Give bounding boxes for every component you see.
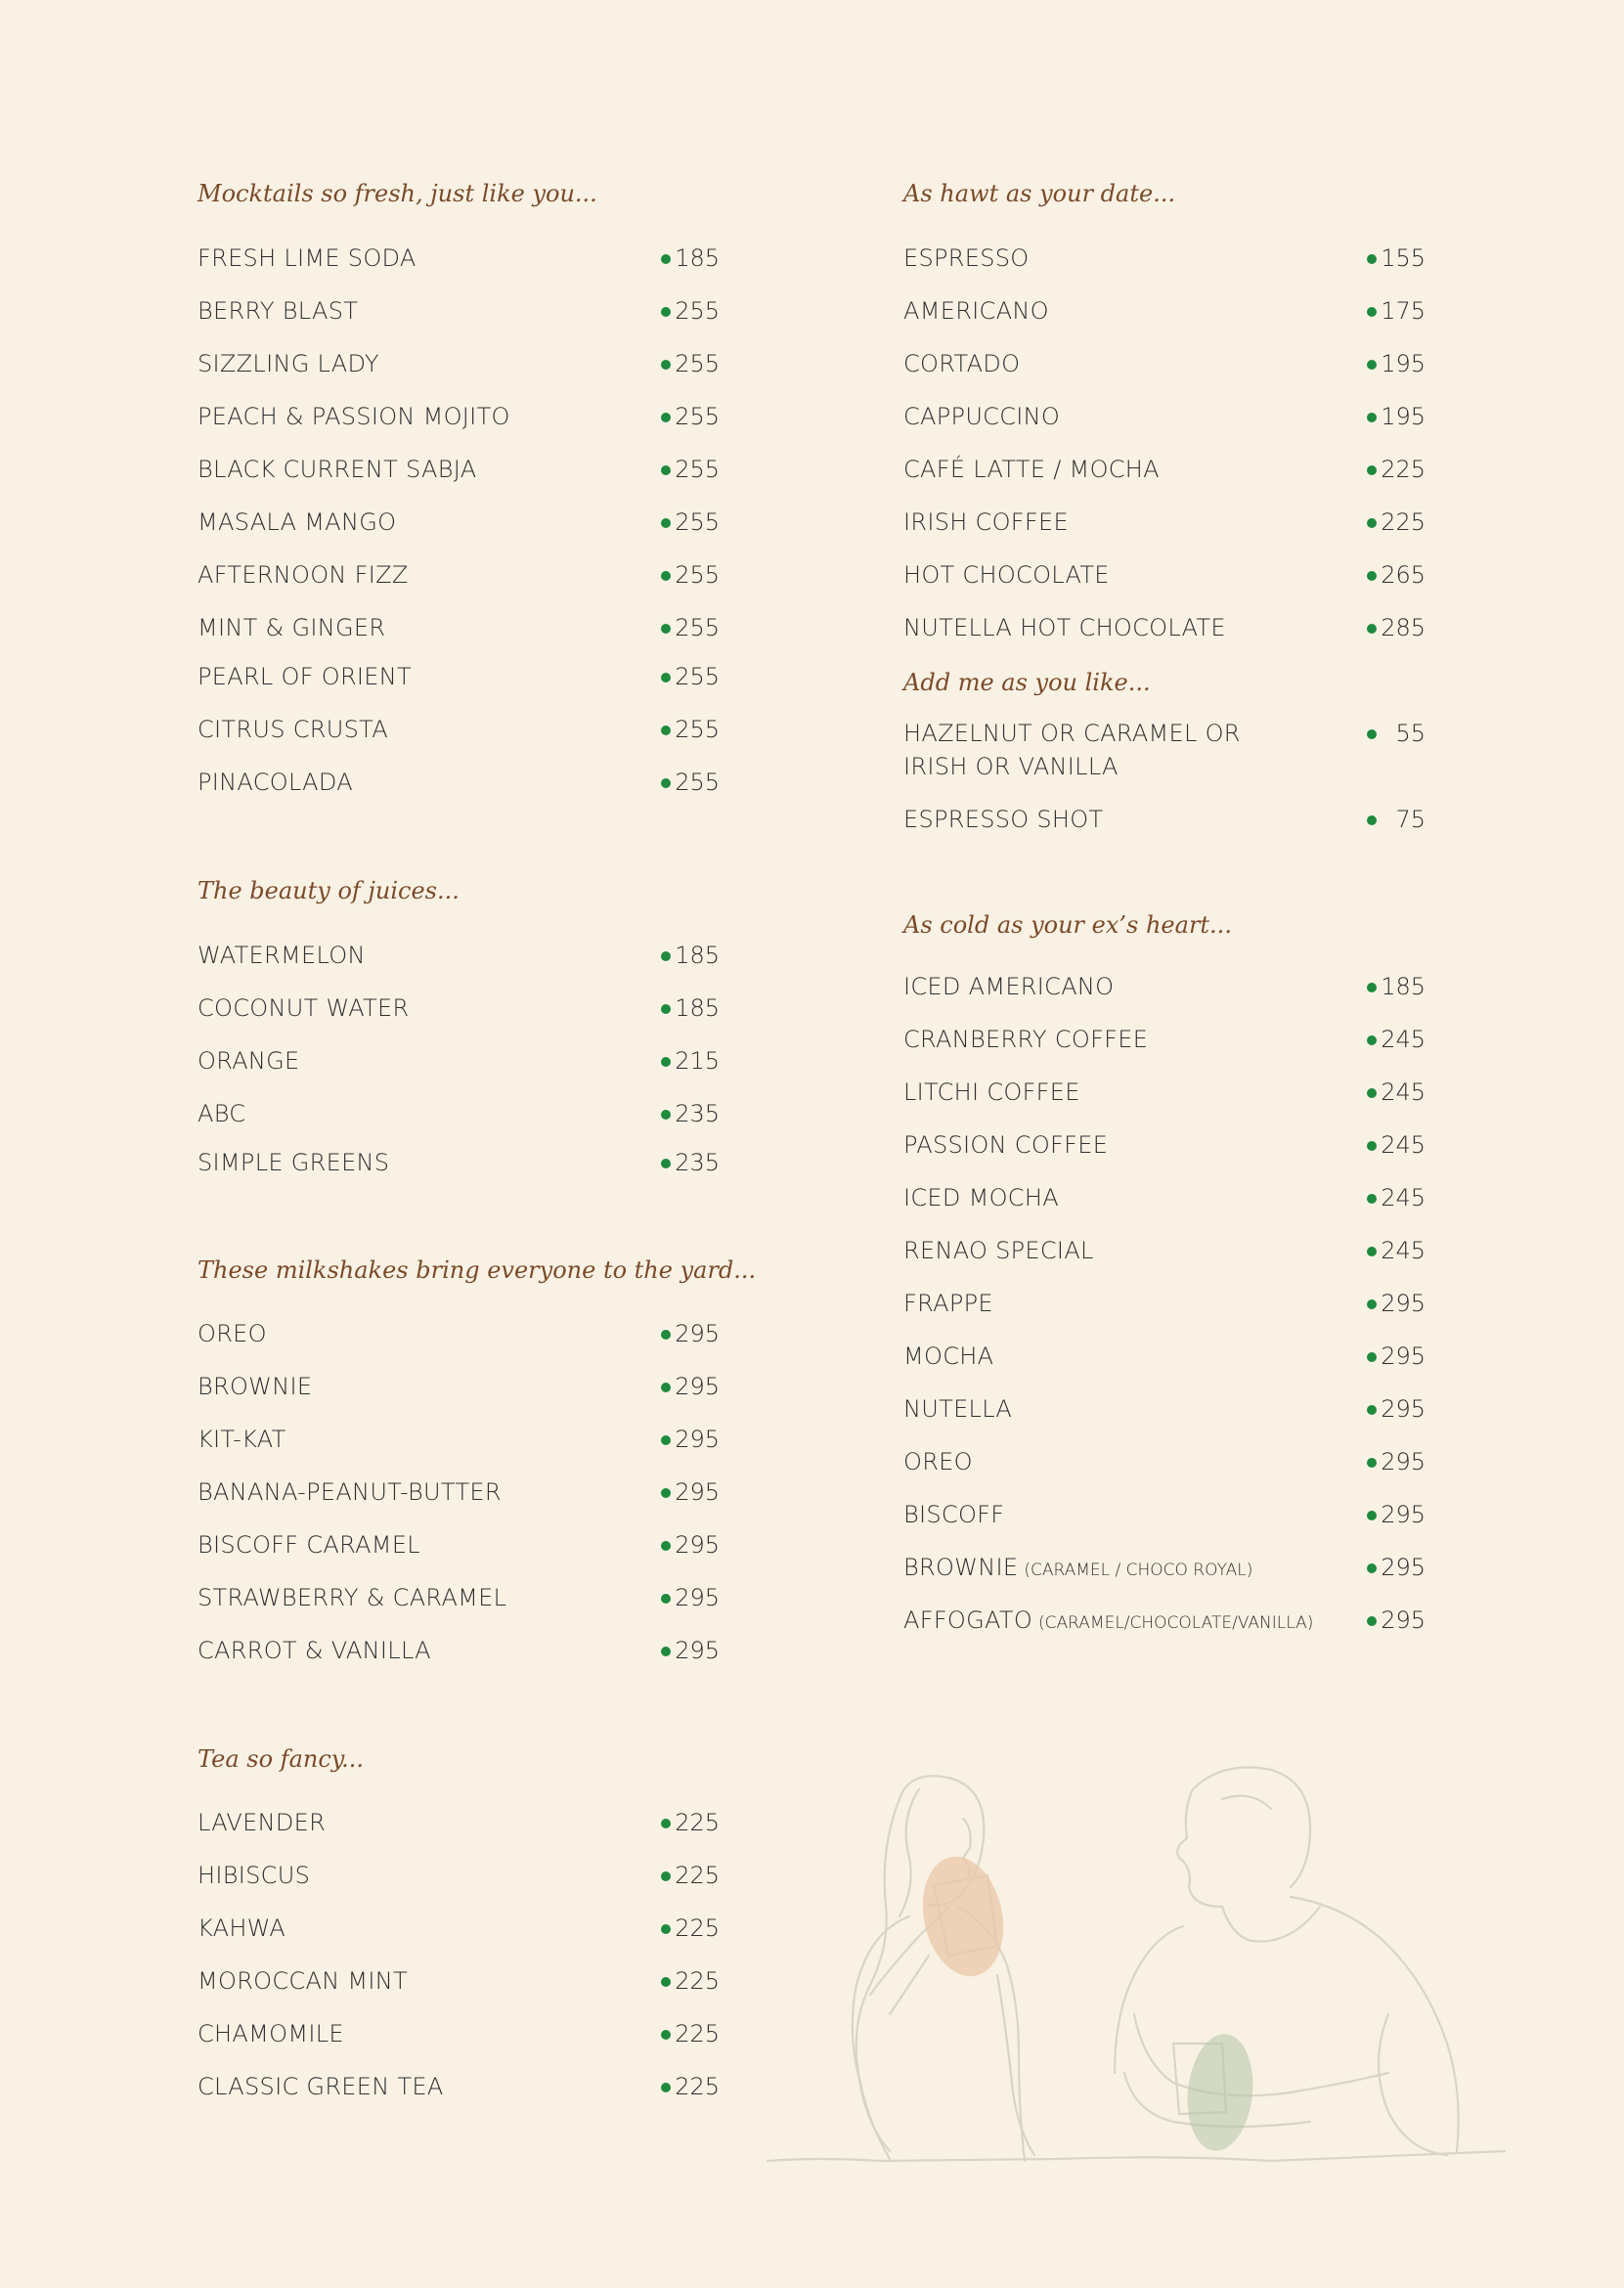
item-price: 195 — [1381, 350, 1426, 377]
item-name — [903, 1078, 1080, 1106]
bullet-dot-icon — [1367, 1511, 1377, 1520]
item-name-text: PASSION COFFEE — [903, 1131, 1109, 1159]
item-price: 235 — [675, 1149, 720, 1176]
item-price: 255 — [675, 297, 720, 325]
menu-item — [903, 297, 1426, 336]
item-name-line2: IRISH OR VANILLA — [903, 753, 1119, 780]
menu-item — [903, 561, 1426, 600]
bullet-dot-icon — [661, 1383, 671, 1392]
item-name — [198, 769, 353, 796]
bullet-dot-icon — [1367, 1563, 1377, 1573]
item-price: 245 — [1381, 1026, 1426, 1053]
item-name-text: FRAPPE — [903, 1290, 993, 1317]
item-name-text: NUTELLA — [903, 1395, 1013, 1423]
item-price: 255 — [675, 614, 720, 641]
menu-item — [198, 456, 720, 495]
item-price: 255 — [675, 716, 720, 743]
section-title: The beauty of juices... — [198, 877, 460, 904]
item-name — [903, 403, 1060, 430]
item-price: 225 — [675, 1862, 720, 1889]
item-price: 245 — [1381, 1237, 1426, 1264]
bullet-dot-icon — [661, 465, 671, 475]
menu-item — [903, 806, 1426, 845]
item-price: 225 — [675, 1914, 720, 1942]
menu-item — [198, 769, 720, 808]
item-name — [903, 973, 1114, 1000]
bullet-dot-icon — [1367, 1458, 1377, 1468]
item-name — [198, 942, 366, 969]
menu-item — [903, 614, 1426, 653]
item-price: 225 — [675, 2073, 720, 2100]
item-name-text: BROWNIE — [198, 1373, 313, 1400]
item-name-text: AFTERNOON FIZZ — [198, 561, 409, 589]
item-price: 185 — [675, 994, 720, 1022]
bullet-dot-icon — [661, 360, 671, 370]
item-name — [903, 456, 1160, 483]
menu-item — [198, 994, 720, 1034]
menu-item — [198, 614, 720, 653]
item-name — [903, 1448, 973, 1475]
bullet-dot-icon — [1367, 413, 1377, 422]
item-price: 295 — [1381, 1501, 1426, 1528]
menu-item — [903, 720, 1426, 780]
item-name — [198, 244, 417, 272]
bullet-dot-icon — [1367, 1405, 1377, 1415]
item-name — [198, 1320, 267, 1347]
bullet-dot-icon — [1367, 254, 1377, 264]
item-price: 295 — [675, 1320, 720, 1347]
item-name — [903, 1026, 1148, 1053]
item-name-text: CAFÉ LATTE / MOCHA — [903, 456, 1160, 483]
item-price: 285 — [1381, 614, 1426, 641]
menu-item — [198, 663, 720, 702]
item-price: 225 — [675, 2020, 720, 2047]
menu-item — [198, 561, 720, 600]
menu-item — [198, 1531, 720, 1570]
section-title: As hawt as your date... — [903, 180, 1176, 207]
bullet-dot-icon — [1367, 815, 1377, 825]
item-name — [198, 456, 476, 483]
item-name-text: HAZELNUT OR CARAMEL OR — [903, 720, 1241, 747]
item-name — [903, 1131, 1108, 1159]
item-name-text: CITRUS CRUSTA — [198, 716, 388, 743]
menu-item — [903, 1501, 1426, 1540]
bullet-dot-icon — [661, 726, 671, 735]
item-name — [198, 2020, 344, 2047]
item-name — [198, 663, 412, 690]
bullet-dot-icon — [661, 254, 671, 264]
item-price: 225 — [1381, 508, 1426, 536]
menu-item — [903, 1395, 1426, 1434]
item-name — [198, 297, 358, 325]
item-price: 295 — [1381, 1554, 1426, 1581]
menu-item — [903, 244, 1426, 284]
item-name — [903, 350, 1020, 377]
bullet-dot-icon — [1367, 983, 1377, 992]
bullet-dot-icon — [661, 1330, 671, 1340]
item-name — [903, 1184, 1059, 1211]
menu-item — [198, 942, 720, 981]
bullet-dot-icon — [661, 307, 671, 317]
menu-item — [198, 2073, 720, 2112]
item-name-text: ESPRESSO SHOT — [903, 806, 1104, 833]
menu-item — [198, 1426, 720, 1465]
item-name-text: NUTELLA HOT CHOCOLATE — [903, 614, 1226, 641]
item-price: 295 — [675, 1373, 720, 1400]
menu-item — [903, 403, 1426, 442]
item-name — [903, 1290, 993, 1317]
menu-item — [903, 1448, 1426, 1487]
item-name — [198, 1967, 408, 1995]
menu-item — [198, 1100, 720, 1139]
menu-item — [198, 716, 720, 755]
item-name — [198, 350, 379, 377]
item-price: 265 — [1381, 561, 1426, 589]
item-name-text: MASALA MANGO — [198, 508, 397, 536]
bullet-dot-icon — [661, 951, 671, 961]
item-name — [903, 1606, 1313, 1634]
item-name — [903, 508, 1069, 536]
menu-item — [198, 1637, 720, 1676]
menu-item — [198, 1967, 720, 2006]
menu-item — [198, 1584, 720, 1623]
item-name — [198, 1373, 312, 1400]
menu-item — [903, 973, 1426, 1012]
item-name — [198, 403, 510, 430]
item-price: 255 — [675, 769, 720, 796]
item-name-text: CAPPUCCINO — [903, 403, 1061, 430]
item-name — [198, 1809, 326, 1836]
bullet-dot-icon — [661, 1871, 671, 1881]
item-name — [198, 1862, 310, 1889]
item-name — [903, 806, 1103, 833]
menu-item — [903, 1342, 1426, 1382]
menu-item — [198, 403, 720, 442]
bullet-dot-icon — [1367, 1616, 1377, 1626]
item-price: 255 — [675, 561, 720, 589]
item-name — [903, 1342, 993, 1370]
item-name — [198, 1426, 286, 1453]
item-name-text: CRANBERRY COFFEE — [903, 1026, 1149, 1053]
item-price: 175 — [1381, 297, 1426, 325]
item-name-text: OREO — [903, 1448, 973, 1475]
item-name — [903, 1554, 1252, 1581]
item-name-text: BERRY BLAST — [198, 297, 359, 325]
bullet-dot-icon — [1367, 1035, 1377, 1045]
item-price: 215 — [675, 1047, 720, 1075]
item-name — [198, 994, 409, 1022]
item-name — [903, 1501, 1004, 1528]
menu-item — [903, 350, 1426, 389]
bullet-dot-icon — [661, 1159, 671, 1168]
item-price: 255 — [675, 508, 720, 536]
bullet-dot-icon — [661, 1819, 671, 1828]
item-note: (CARAMEL / CHOCO ROYAL) — [1024, 1561, 1253, 1580]
item-price: 185 — [675, 244, 720, 272]
item-price: 295 — [1381, 1395, 1426, 1423]
menu-item — [198, 2020, 720, 2059]
item-name-text: ABC — [198, 1100, 246, 1127]
menu-item — [903, 1290, 1426, 1329]
bullet-dot-icon — [1367, 360, 1377, 370]
bullet-dot-icon — [661, 1488, 671, 1498]
item-price: 295 — [1381, 1342, 1426, 1370]
item-name — [903, 1395, 1012, 1423]
item-name — [198, 561, 409, 589]
section-title: Add me as you like... — [903, 669, 1151, 696]
item-note: (CARAMEL/CHOCOLATE/VANILLA) — [1038, 1613, 1314, 1633]
menu-item — [198, 1809, 720, 1848]
item-price: 225 — [675, 1967, 720, 1995]
menu-item — [903, 1184, 1426, 1223]
item-name-text: BISCOFF CARAMEL — [198, 1531, 420, 1559]
menu-item — [198, 1478, 720, 1518]
bullet-dot-icon — [1367, 518, 1377, 528]
bullet-dot-icon — [661, 518, 671, 528]
item-price: 295 — [675, 1531, 720, 1559]
item-name-text: CARROT & VANILLA — [198, 1637, 431, 1664]
item-name — [198, 1100, 245, 1127]
bullet-dot-icon — [661, 1541, 671, 1551]
item-name — [198, 1637, 431, 1664]
bullet-dot-icon — [661, 1435, 671, 1445]
bullet-dot-icon — [661, 2030, 671, 2040]
menu-item — [198, 297, 720, 336]
menu-item — [198, 1320, 720, 1359]
menu-item — [903, 508, 1426, 548]
item-name-text: MOCHA — [903, 1342, 994, 1370]
menu-item — [198, 350, 720, 389]
bullet-dot-icon — [661, 1057, 671, 1067]
menu-item — [903, 1606, 1426, 1646]
item-price: 185 — [675, 942, 720, 969]
item-name-text: ICED MOCHA — [903, 1184, 1059, 1211]
bullet-dot-icon — [661, 1924, 671, 1934]
item-price: 185 — [1381, 973, 1426, 1000]
bullet-dot-icon — [661, 624, 671, 634]
bullet-dot-icon — [1367, 624, 1377, 634]
item-name — [903, 720, 1241, 780]
item-price: 75 — [1395, 806, 1426, 833]
item-name — [198, 1914, 285, 1942]
bullet-dot-icon — [1367, 465, 1377, 475]
item-name-text: ORANGE — [198, 1047, 300, 1075]
item-price: 245 — [1381, 1078, 1426, 1106]
menu-item — [903, 1554, 1426, 1593]
item-price: 155 — [1381, 244, 1426, 272]
item-name-text: CHAMOMILE — [198, 2020, 344, 2047]
menu-item — [903, 1078, 1426, 1118]
bullet-dot-icon — [661, 1110, 671, 1120]
bullet-dot-icon — [1367, 1141, 1377, 1151]
item-name-text: FRESH LIME SODA — [198, 244, 417, 272]
item-name-text: KAHWA — [198, 1914, 286, 1942]
menu-item — [198, 1047, 720, 1086]
bullet-dot-icon — [661, 1977, 671, 1987]
bullet-dot-icon — [661, 673, 671, 682]
item-name-text: BLACK CURRENT SABJA — [198, 456, 477, 483]
bullet-dot-icon — [661, 413, 671, 422]
item-name-text: COCONUT WATER — [198, 994, 410, 1022]
item-name-text: KIT-KAT — [198, 1426, 286, 1453]
item-price: 295 — [1381, 1290, 1426, 1317]
item-price: 235 — [675, 1100, 720, 1127]
bullet-dot-icon — [661, 571, 671, 581]
item-name-text: WATERMELON — [198, 942, 366, 969]
item-name-text: MINT & GINGER — [198, 614, 386, 641]
item-name-text: ESPRESSO — [903, 244, 1030, 272]
item-name — [198, 508, 396, 536]
item-price: 245 — [1381, 1131, 1426, 1159]
bullet-dot-icon — [1367, 307, 1377, 317]
bullet-dot-icon — [1367, 729, 1377, 739]
item-name — [198, 1584, 506, 1611]
bullet-dot-icon — [661, 2083, 671, 2092]
item-name-text: BANANA-PEANUT-BUTTER — [198, 1478, 502, 1506]
item-price: 295 — [675, 1478, 720, 1506]
section-title: These milkshakes bring everyone to the yard... — [198, 1256, 757, 1284]
item-name-text: PEACH & PASSION MOJITO — [198, 403, 510, 430]
menu-item — [198, 508, 720, 548]
bullet-dot-icon — [1367, 1194, 1377, 1204]
menu-item — [198, 244, 720, 284]
bullet-dot-icon — [661, 1594, 671, 1604]
item-price: 295 — [675, 1426, 720, 1453]
menu-item — [903, 1237, 1426, 1276]
item-price: 225 — [675, 1809, 720, 1836]
item-price: 295 — [1381, 1448, 1426, 1475]
section-title: Tea so fancy... — [198, 1745, 365, 1773]
item-name-text: LITCHI COFFEE — [903, 1078, 1080, 1106]
item-name — [903, 297, 1049, 325]
item-name — [198, 716, 388, 743]
item-name-text: PINACOLADA — [198, 769, 353, 796]
item-price: 55 — [1395, 720, 1426, 747]
couple-drinking-illustration — [763, 1760, 1506, 2190]
item-name-text: HOT CHOCOLATE — [903, 561, 1110, 589]
item-name-text: OREO — [198, 1320, 267, 1347]
item-price: 255 — [675, 350, 720, 377]
menu-item — [198, 1373, 720, 1412]
item-price: 195 — [1381, 403, 1426, 430]
item-name-text: PEARL OF ORIENT — [198, 663, 412, 690]
item-price: 295 — [675, 1637, 720, 1664]
item-name-text: AMERICANO — [903, 297, 1049, 325]
item-name — [198, 614, 385, 641]
menu-item — [198, 1914, 720, 1954]
item-name-text: RENAO SPECIAL — [903, 1237, 1094, 1264]
item-name-text: AFFOGATO — [903, 1606, 1033, 1634]
menu-item — [198, 1149, 720, 1188]
bullet-dot-icon — [1367, 1088, 1377, 1098]
item-price: 225 — [1381, 456, 1426, 483]
item-name — [903, 561, 1110, 589]
menu-item — [903, 456, 1426, 495]
item-name-text: SIZZLING LADY — [198, 350, 379, 377]
item-name-text: LAVENDER — [198, 1809, 327, 1836]
bullet-dot-icon — [1367, 571, 1377, 581]
item-name — [198, 1047, 300, 1075]
item-name-text: MOROCCAN MINT — [198, 1967, 408, 1995]
item-name-text: CLASSIC GREEN TEA — [198, 2073, 444, 2100]
bullet-dot-icon — [1367, 1299, 1377, 1309]
item-name-text: ICED AMERICANO — [903, 973, 1115, 1000]
menu-item — [903, 1131, 1426, 1170]
item-price: 255 — [675, 456, 720, 483]
item-name-text: HIBISCUS — [198, 1862, 311, 1889]
bullet-dot-icon — [1367, 1352, 1377, 1362]
item-name — [198, 1149, 389, 1176]
item-price: 245 — [1381, 1184, 1426, 1211]
bullet-dot-icon — [1367, 1247, 1377, 1256]
section-title: Mocktails so fresh, just like you... — [198, 180, 597, 207]
bullet-dot-icon — [661, 1004, 671, 1014]
item-name — [903, 1237, 1094, 1264]
menu-item — [903, 1026, 1426, 1065]
item-name-text: BISCOFF — [903, 1501, 1005, 1528]
item-name-text: SIMPLE GREENS — [198, 1149, 390, 1176]
item-name — [903, 244, 1029, 272]
item-name — [198, 1478, 502, 1506]
item-name-text: IRISH COFFEE — [903, 508, 1069, 536]
item-name-text: STRAWBERRY & CARAMEL — [198, 1584, 507, 1611]
item-name-text: BROWNIE — [903, 1554, 1019, 1581]
item-name — [198, 1531, 420, 1559]
item-price: 255 — [675, 403, 720, 430]
bullet-dot-icon — [661, 1647, 671, 1656]
menu-item — [198, 1862, 720, 1901]
item-price: 255 — [675, 663, 720, 690]
item-name-text: CORTADO — [903, 350, 1021, 377]
bullet-dot-icon — [661, 778, 671, 788]
item-price: 295 — [1381, 1606, 1426, 1634]
item-price: 295 — [675, 1584, 720, 1611]
section-title: As cold as your ex’s heart... — [903, 911, 1232, 939]
item-name — [903, 614, 1226, 641]
item-name — [198, 2073, 444, 2100]
